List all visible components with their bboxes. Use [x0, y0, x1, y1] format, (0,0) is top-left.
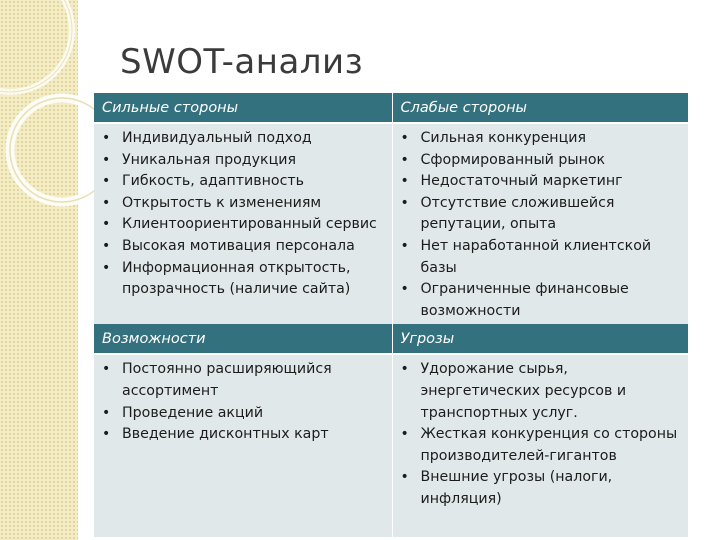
list-item: • Жесткая конкуренция со стороны производителей-гигантов	[399, 424, 683, 467]
list-item: • Высокая мотивация персонала	[100, 236, 386, 258]
strengths-header: Сильные стороны	[94, 93, 392, 123]
list-item: • Проведение акций	[100, 403, 386, 425]
weaknesses-cell	[392, 123, 688, 324]
body-row-top	[94, 123, 688, 324]
body-row-bottom	[94, 354, 688, 537]
weaknesses-header: Слабые стороны	[392, 93, 688, 123]
strengths-list	[100, 128, 386, 301]
list-item: • Нет наработанной клиентской базы	[399, 236, 683, 279]
list-item: • Гибкость, адаптивность	[100, 171, 386, 193]
header-row-bottom	[94, 324, 688, 354]
list-item: • Открытость к изменениям	[100, 193, 386, 215]
list-item: • Уникальная продукция	[100, 150, 386, 172]
header-row-top	[94, 93, 688, 123]
page-title: SWOT-анализ	[120, 42, 364, 82]
list-item: • Введение дисконтных карт	[100, 424, 386, 446]
list-item: • Сильная конкуренция	[399, 128, 683, 150]
opportunities-list	[100, 359, 386, 445]
threats-cell	[392, 354, 688, 537]
opportunities-cell	[94, 354, 392, 537]
weaknesses-list	[399, 128, 683, 322]
list-item: • Отсутствие сложившейся репутации, опыта	[399, 193, 683, 236]
threats-list	[399, 359, 683, 510]
strengths-cell	[94, 123, 392, 324]
list-item: • Индивидуальный подход	[100, 128, 386, 150]
threats-header: Угрозы	[392, 324, 688, 354]
list-item: • Недостаточный маркетинг	[399, 171, 683, 193]
list-item: • Клиентоориентированный сервис	[100, 214, 386, 236]
list-item: • Внешние угрозы (налоги, инфляция)	[399, 467, 683, 510]
swot-table	[94, 93, 688, 537]
opportunities-header: Возможности	[94, 324, 392, 354]
list-item: • Постоянно расширяющийся ассортимент	[100, 359, 386, 402]
list-item: • Информационная открытость, прозрачность (наличие сайта)	[100, 258, 386, 301]
list-item: • Сформированный рынок	[399, 150, 683, 172]
list-item: • Ограниченные финансовые возможности	[399, 279, 683, 322]
list-item: • Удорожание сырья, энергетических ресурсов и транспортных услуг.	[399, 359, 683, 424]
